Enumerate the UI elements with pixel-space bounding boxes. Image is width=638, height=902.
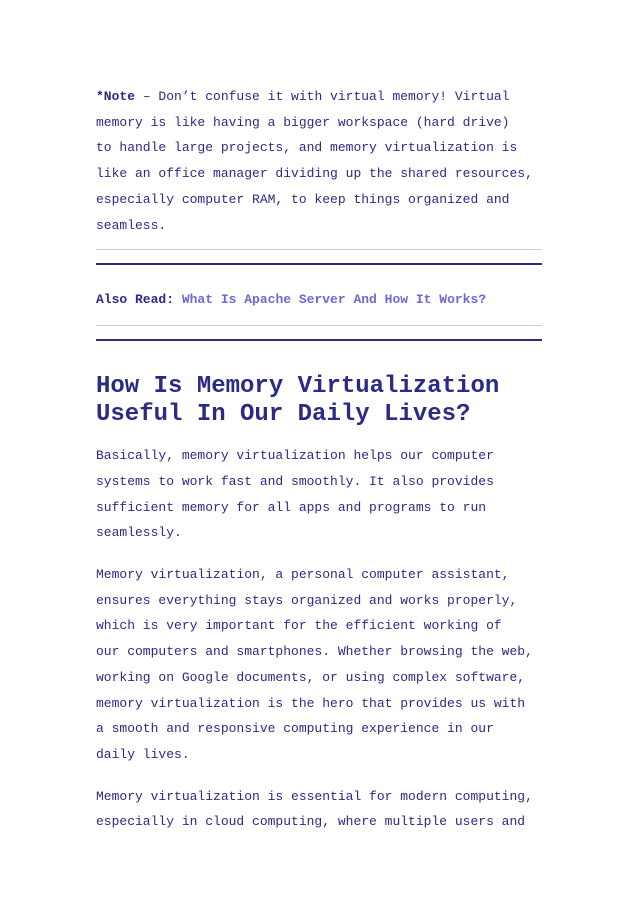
note-line: memory is like having a bigger workspace (hard drive) — [96, 114, 510, 130]
note-line: especially computer RAM, to keep things organized and — [96, 191, 510, 207]
also-read-label: Also Read: — [96, 292, 175, 308]
article-content — [96, 84, 552, 835]
also-read-box — [96, 290, 552, 310]
body-paragraph-2: Memory virtualization, a personal computer assistant, ensures everything stays organized and works properly, which is very important for the efficient working of our computers and smartphones. Whether browsing the web, working on Google documents, or using complex software, memory virtualization is the hero that provides us with a smooth and responsive computing experience in our daily lives. — [96, 567, 533, 762]
also-read-link[interactable]: What Is Apache Server And How It Works? — [181, 292, 487, 308]
note-label: *Note — [96, 89, 136, 104]
note-line: seamless. — [96, 217, 167, 233]
body-paragraph-3: Memory virtualization is essential for modern computing, especially in cloud computing, where multiple users and — [96, 788, 533, 830]
note-paragraph — [96, 84, 552, 238]
note-line: *Note – Don’t confuse it with virtual memory! Virtual — [96, 89, 510, 104]
section-heading: How Is Memory Virtualization Useful In Our Daily Lives? — [96, 373, 500, 429]
note-line: like an office manager dividing up the shared resources, — [96, 166, 533, 182]
body-paragraph-1: Basically, memory virtualization helps our computer systems to work fast and smoothly. It also provides sufficient memory for all apps and programs to run seamlessly. — [96, 448, 494, 541]
note-line: to handle large projects, and memory virtualization is — [96, 140, 518, 156]
